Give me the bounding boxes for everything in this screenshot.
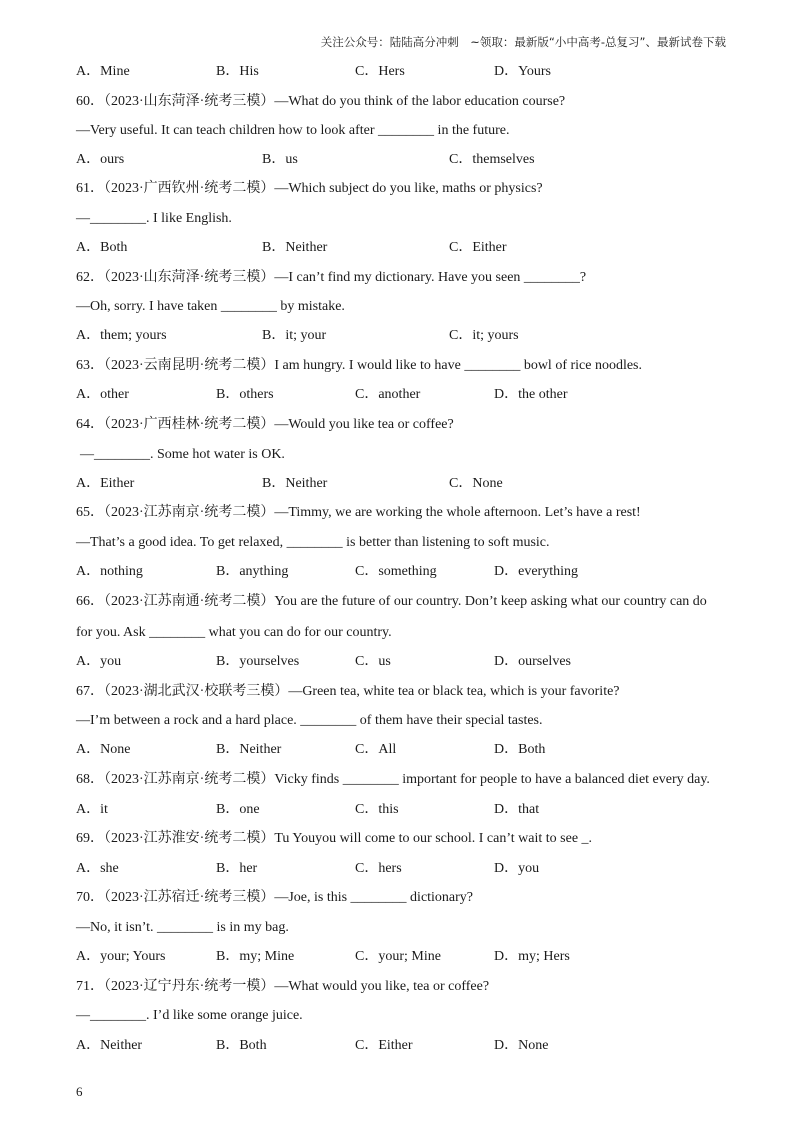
option-b: B．Neither xyxy=(216,742,282,757)
question-69-options xyxy=(76,861,736,877)
option-d: D．the other xyxy=(494,387,568,402)
question-62-options xyxy=(76,328,736,344)
option-c: C．your; Mine xyxy=(355,949,441,964)
question-64-answer-line: —________. Some hot water is OK. xyxy=(80,447,285,462)
option-b: B．anything xyxy=(216,564,289,579)
option-a: A．other xyxy=(76,387,129,402)
option-b: B．her xyxy=(216,861,258,876)
question-63-options xyxy=(76,387,736,403)
question-68-options xyxy=(76,802,736,818)
option-b: B．others xyxy=(216,387,274,402)
question-65-options xyxy=(76,564,736,580)
option-a: A．Both xyxy=(76,240,128,255)
question-61-stem: 61．（2023·广西钦州·统考二模）—Which subject do you like, maths or physics? xyxy=(76,181,543,196)
question-61-options xyxy=(76,240,736,256)
question-64-options xyxy=(76,476,736,492)
option-b: B．us xyxy=(262,152,298,167)
question-67-stem: 67．（2023·湖北武汉·校联考三模）—Green tea, white tea or black tea, which is your favorite? xyxy=(76,684,620,699)
option-a: A．ours xyxy=(76,152,125,167)
option-a: A．Neither xyxy=(76,1038,143,1053)
option-d: D．that xyxy=(494,802,540,817)
option-c: C．it; yours xyxy=(449,328,519,343)
question-62-answer-line: —Oh, sorry. I have taken ________ by mistake. xyxy=(76,299,345,314)
option-c: C．All xyxy=(355,742,397,757)
question-71-stem: 71．（2023·辽宁丹东·统考一模）—What would you like, tea or coffee? xyxy=(76,979,490,994)
option-d: D．my; Hers xyxy=(494,949,570,964)
question-70-stem: 70．（2023·江苏宿迁·统考三模）—Joe, is this ________ dictionary? xyxy=(76,890,474,905)
option-c: C．themselves xyxy=(449,152,535,167)
option-b: B．it; your xyxy=(262,328,327,343)
question-63-stem: 63．（2023·云南昆明·统考二模）I am hungry. I would like to have ________ bowl of rice noodles. xyxy=(76,358,643,373)
option-c: C．Either xyxy=(449,240,507,255)
option-b: B．Neither xyxy=(262,240,328,255)
option-c: C．us xyxy=(355,654,391,669)
option-a: A．Mine xyxy=(76,64,130,79)
option-a: A．None xyxy=(76,742,131,757)
option-c: C．this xyxy=(355,802,399,817)
option-b: B．Both xyxy=(216,1038,267,1053)
option-d: D．None xyxy=(494,1038,549,1053)
option-c: C．Hers xyxy=(355,64,405,79)
option-a: A．Either xyxy=(76,476,135,491)
option-c: C．hers xyxy=(355,861,402,876)
option-d: D．Both xyxy=(494,742,546,757)
page-number: 6 xyxy=(76,1084,83,1099)
question-67-answer-line: —I’m between a rock and a hard place. ________ of them have their special tastes. xyxy=(76,713,543,728)
option-c: C．Either xyxy=(355,1038,413,1053)
question-66-stem: 66．（2023·江苏南通·统考二模）You are the future of our country. Don’t keep asking what our country can do xyxy=(76,594,707,609)
option-a: A．nothing xyxy=(76,564,143,579)
question-69-stem: 69．（2023·江苏淮安·统考二模）Tu Youyou will come to our school. I can’t wait to see _. xyxy=(76,831,593,846)
question-59-options xyxy=(76,64,736,80)
option-c: C．None xyxy=(449,476,503,491)
option-d: D．ourselves xyxy=(494,654,571,669)
option-a: A．she xyxy=(76,861,119,876)
question-68-stem: 68．（2023·江苏南京·统考二模）Vicky finds ________ important for people to have a balanced diet every day. xyxy=(76,772,710,787)
option-a: A．them; yours xyxy=(76,328,167,343)
option-b: B．one xyxy=(216,802,260,817)
option-d: D．Yours xyxy=(494,64,551,79)
option-d: D．everything xyxy=(494,564,578,579)
question-62-stem: 62．（2023·山东菏泽·统考三模）—I can’t find my dictionary. Have you seen ________? xyxy=(76,270,587,285)
option-c: C．another xyxy=(355,387,421,402)
option-b: B．my; Mine xyxy=(216,949,295,964)
page-header: 关注公众号：陆陆高分冲刺 ~领取：最新版“小中高考-总复习”、最新试卷下载 xyxy=(320,35,726,49)
question-70-answer-line: —No, it isn’t. ________ is in my bag. xyxy=(76,920,289,935)
question-66-options xyxy=(76,654,736,670)
option-c: C．something xyxy=(355,564,437,579)
option-a: A．your; Yours xyxy=(76,949,166,964)
option-b: B．Neither xyxy=(262,476,328,491)
question-60-answer-line: —Very useful. It can teach children how to look after ________ in the future. xyxy=(76,123,510,138)
option-b: B．His xyxy=(216,64,259,79)
question-71-options xyxy=(76,1038,736,1054)
question-65-stem: 65．（2023·江苏南京·统考二模）—Timmy, we are working the whole afternoon. Let’s have a rest! xyxy=(76,505,641,520)
question-70-options xyxy=(76,949,736,965)
question-66-stem-continued: for you. Ask ________ what you can do for our country. xyxy=(76,625,392,640)
option-d: D．you xyxy=(494,861,540,876)
question-71-answer-line: —________. I’d like some orange juice. xyxy=(76,1008,303,1023)
question-60-options xyxy=(76,152,736,168)
question-61-answer-line: —________. I like English. xyxy=(76,211,232,226)
option-b: B．yourselves xyxy=(216,654,300,669)
question-65-answer-line: —That’s a good idea. To get relaxed, ________ is better than listening to soft music. xyxy=(76,535,550,550)
question-60-stem: 60．（2023·山东菏泽·统考三模）—What do you think of the labor education course? xyxy=(76,94,566,109)
option-a: A．you xyxy=(76,654,122,669)
question-67-options xyxy=(76,742,736,758)
option-a: A．it xyxy=(76,802,108,817)
question-64-stem: 64．（2023·广西桂林·统考二模）—Would you like tea or coffee? xyxy=(76,417,454,432)
